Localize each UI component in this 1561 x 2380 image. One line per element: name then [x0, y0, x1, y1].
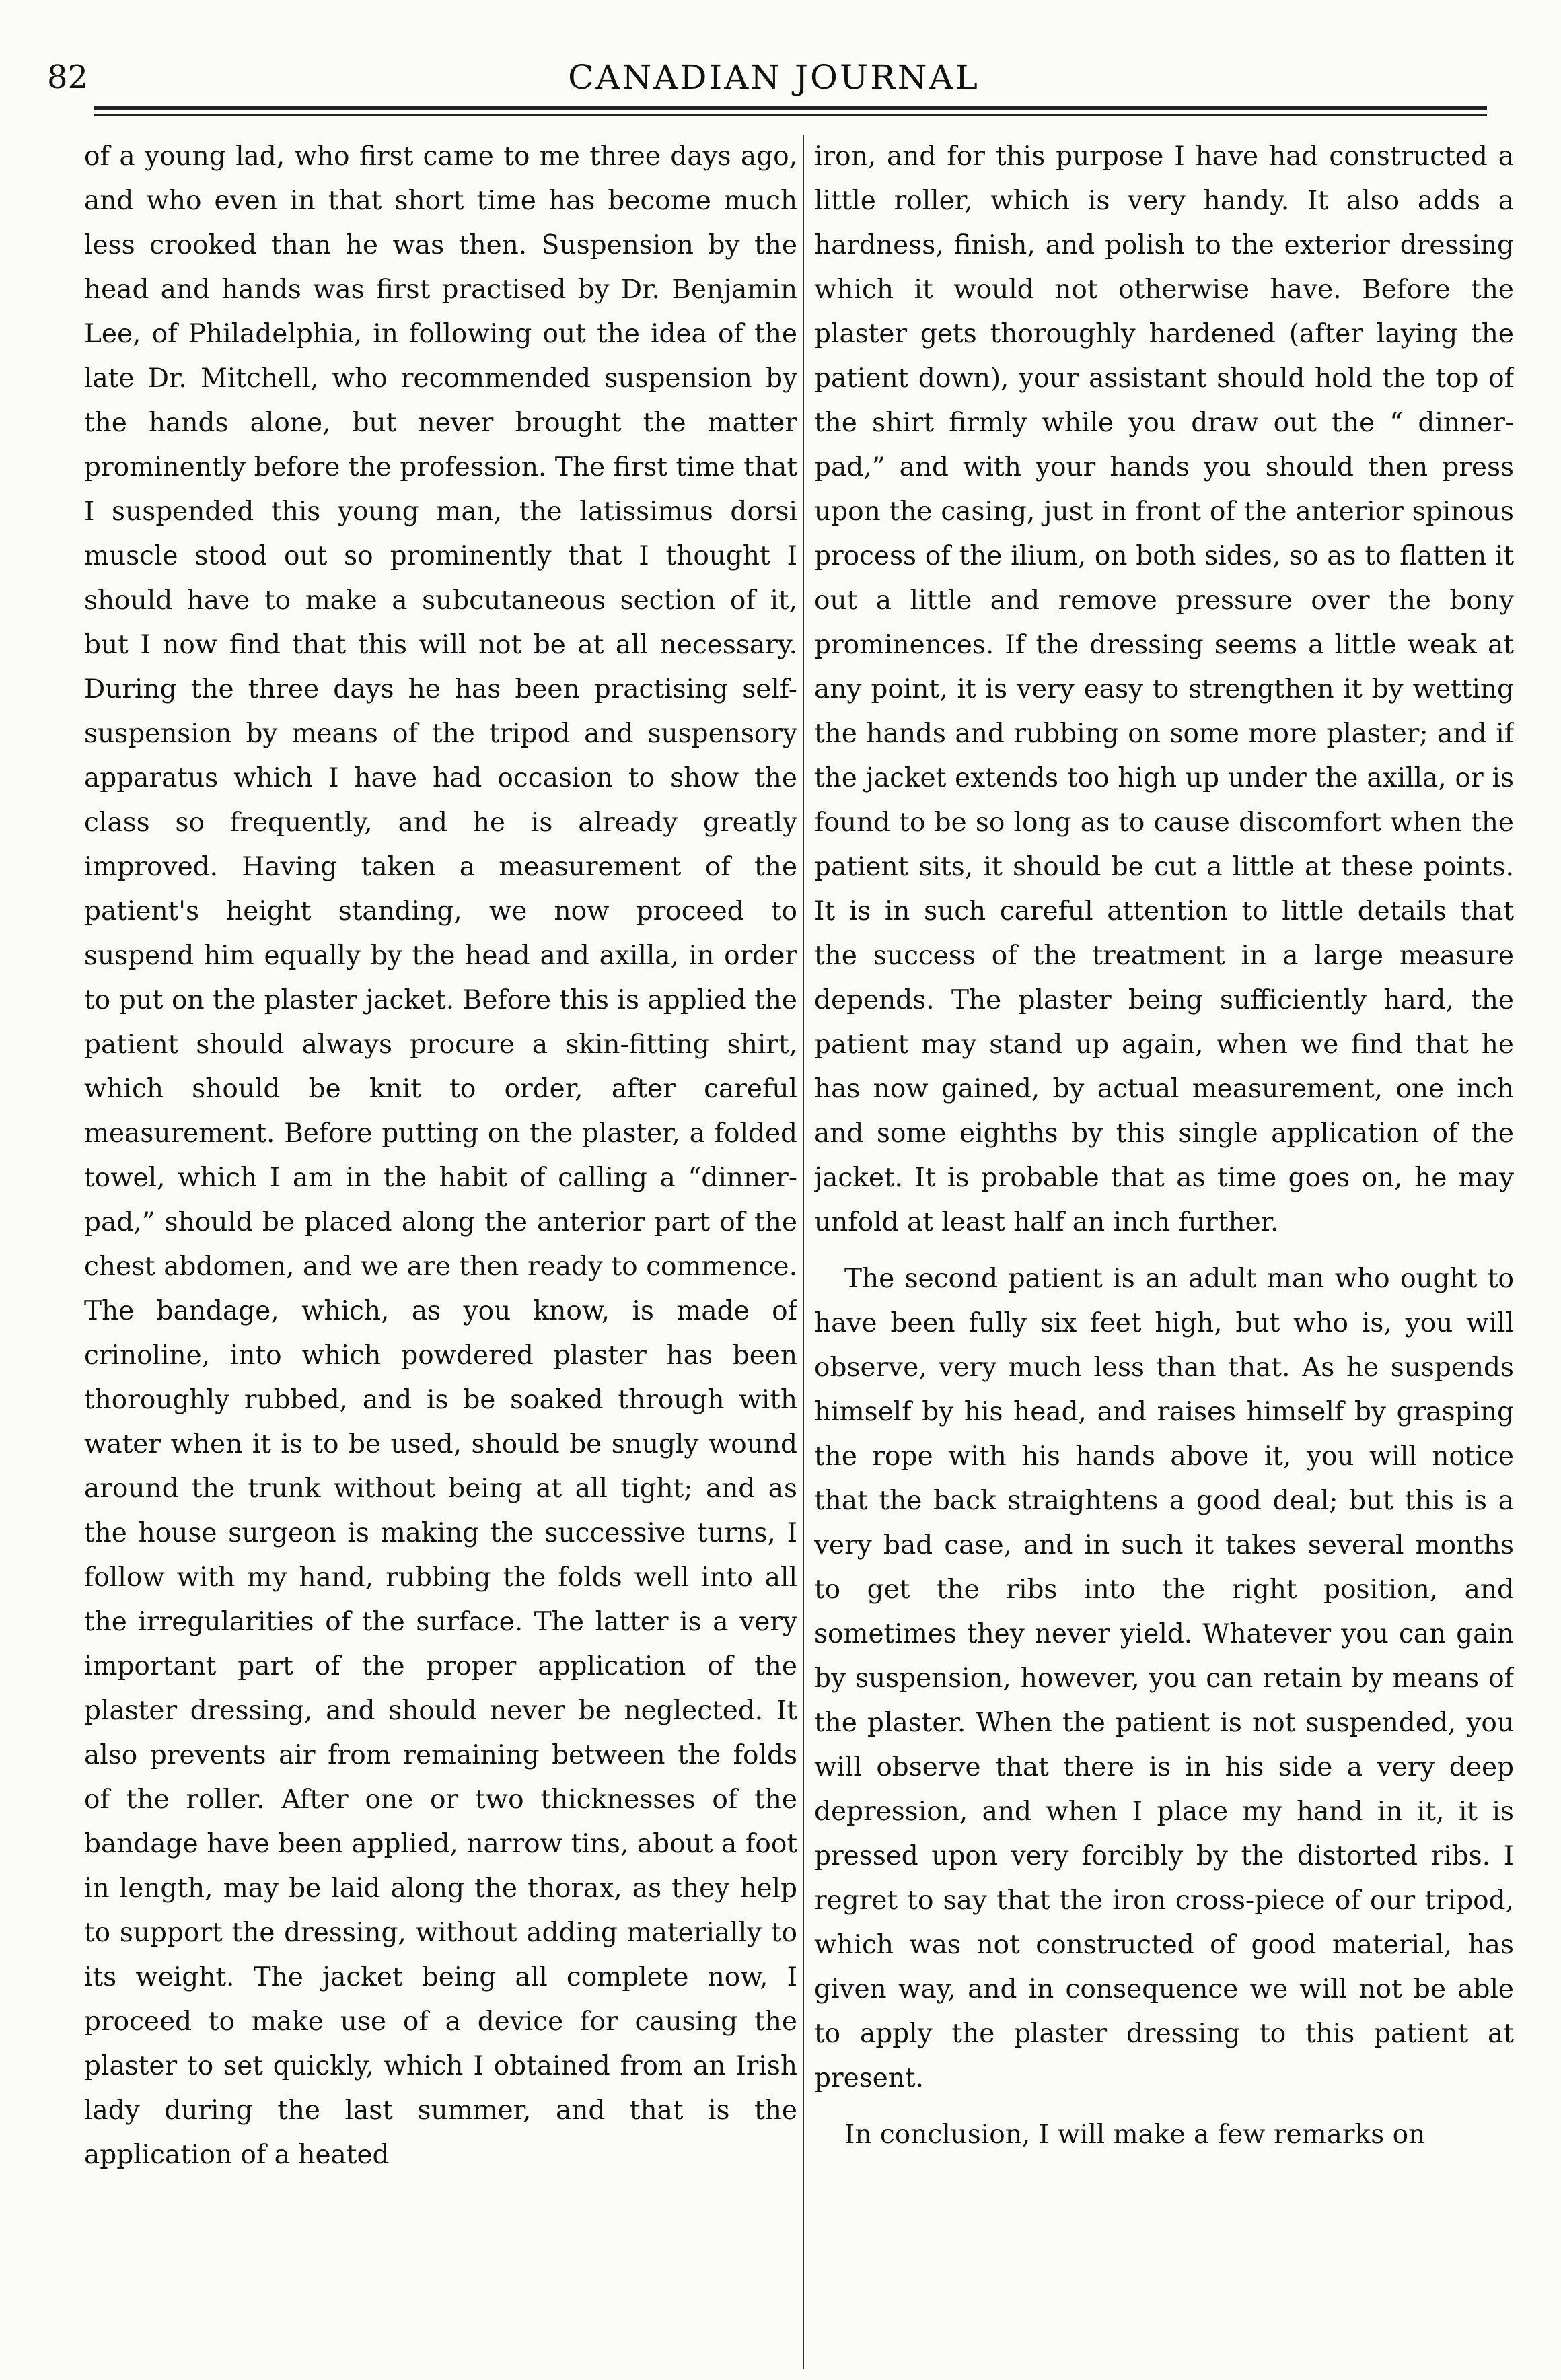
right-paragraph-3: In conclusion, I will make a few remarks on [844, 2120, 1426, 2150]
left-paragraph-1: of a young lad, who first came to me three days ago, and who even in that short time has become much less crooked than he was then. Suspension by the head and hands was first practised by Dr. Benjamin Lee, of Philadelphia, in following out the idea of the late Dr. Mitchell, who recommended suspension by the hands alone, but never brought the matter prominently before the profession. The first time that I suspended this young man, the latissimus dorsi muscle stood out so prominently that I thought I should have to make a subcutaneous section of it, but I now find that this will not be at all necessary. During the three days he has been practising self-suspension by means of the tripod and suspensory apparatus which I have had occasion to show the class so frequently, and he is already greatly improved. Having taken a measurement of the patient's height standing, we now proceed to suspend him equally by the head and axilla, in order to put on the plaster jacket. Before this is applied the patient should always procure a skin-fitting shirt, which should be knit to order, after careful measurement. Before putting on the plaster, a folded towel, which I am in the habit of calling a “dinner-pad,” should be placed along the anterior part of the chest abdomen, and we are then ready to commence. The bandage, which, as you know, is made of crinoline, into which powdered plaster has been thoroughly rubbed, and is be soaked through with water when it is to be used, should be snugly wound around the trunk without being at all tight; and as the house surgeon is making the successive turns, I follow with my hand, rubbing the folds well into all the irregularities of the surface. The latter is a very important part of the proper application of the plaster dressing, and should never be neglected. It also prevents air from remaining between the folds of the roller. After one or two thicknesses of the bandage have been applied, narrow tins, about a foot in length, may be laid along the thorax, as they help to support the dressing, without adding materially to its weight. The jacket being all complete now, I proceed to make use of a device for causing the plaster to set quickly, which I obtained from an Irish lady during the last summer, and that is the application of a heated [84, 141, 797, 2170]
header-rule-thick [94, 106, 1487, 110]
page-header [47, 47, 1500, 108]
left-column [84, 135, 797, 2369]
header-rule-thin [94, 114, 1487, 116]
column-divider [803, 135, 804, 2369]
right-paragraph-1: iron, and for this purpose I have had constructed a little roller, which is very handy. It also adds a hardness, finish, and polish to the exterior dressing which it would not otherwise have. Before the plaster gets thoroughly hardened (after laying the patient down), your assistant should hold the top of the shirt firmly while you draw out the “ dinner-pad,” and with your hands you should then press upon the casing, just in front of the anterior spinous process of the ilium, on both sides, so as to flatten it out a little and remove pressure over the bony prominences. If the dressing seems a little weak at any point, it is very easy to strengthen it by wetting the hands and rubbing on some more plaster; and if the jacket extends too high up under the axilla, or is found to be so long as to cause discomfort when the patient sits, it should be cut a little at these points. It is in such careful attention to little details that the success of the treatment in a large measure depends. The plaster being sufficiently hard, the patient may stand up again, when we find that he has now gained, by actual measurement, one inch and some eighths by this single application of the jacket. It is probable that as time goes on, he may unfold at least half an inch further. [814, 141, 1514, 1237]
right-paragraph-2: The second patient is an adult man who ought to have been fully six feet high, but who is, you will observe, very much less than that. As he suspends himself by his head, and raises himself by grasping the rope with his hands above it, you will notice that the back straightens a good deal; but this is a very bad case, and in such it takes several months to get the ribs into the right position, and sometimes they never yield. Whatever you can gain by suspension, however, you can retain by means of the plaster. When the patient is not suspended, you will observe that there is in his side a very deep depression, and when I place my hand in it, it is pressed upon very forcibly by the distorted ribs. I regret to say that the iron cross-piece of our tripod, which was not constructed of good material, has given way, and in consequence we will not be able to apply the plaster dressing to this patient at present. [814, 1264, 1514, 2093]
right-column [814, 135, 1514, 2369]
running-title: CANADIAN JOURNAL [568, 58, 980, 97]
page-number: 82 [47, 59, 89, 96]
